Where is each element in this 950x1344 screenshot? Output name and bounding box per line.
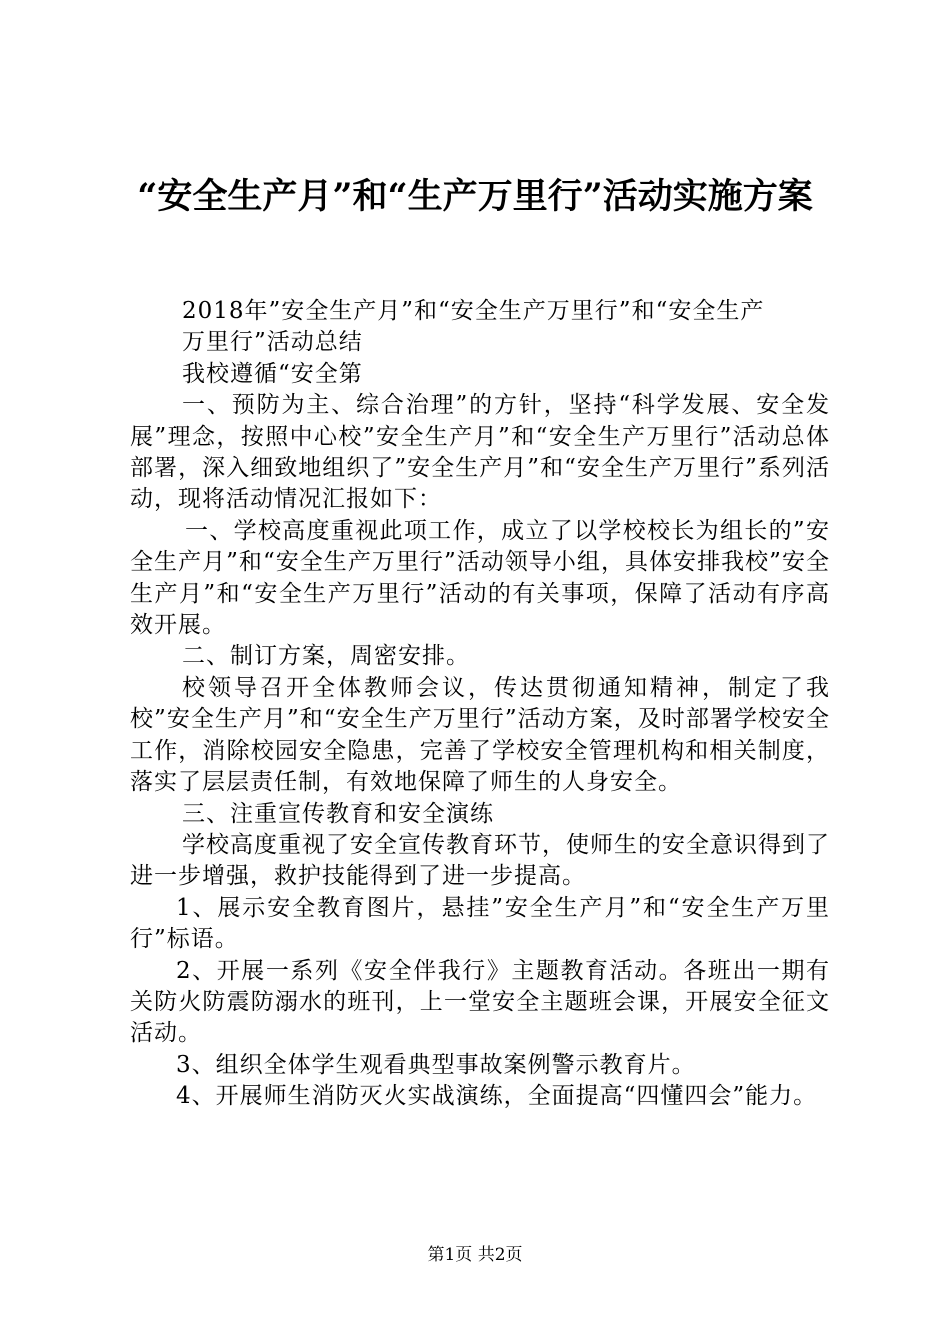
- paragraph: 3、组织全体学生观看典型事故案例警示教育片。: [176, 1051, 696, 1078]
- paragraph: 1、展示安全教育图片，悬挂”安全生产月”和“安全生产万里行”标语。: [130, 894, 830, 953]
- paragraph: 学校高度重视了安全宣传教育环节，使师生的安全意识得到了进一步增强，救护技能得到了进一步提高。: [130, 831, 830, 890]
- page-footer: 第1页 共2页: [427, 1245, 523, 1265]
- paragraph: 4、开展师生消防灭火实战演练，全面提高“四懂四会”能力。: [176, 1083, 818, 1110]
- paragraph: 三、注重宣传教育和安全演练: [182, 800, 494, 827]
- document-title: “安全生产月”和“生产万里行”活动实施方案: [137, 176, 813, 217]
- paragraph: 万里行”活动总结: [182, 329, 363, 356]
- paragraph: 二、制订方案，周密安排。: [182, 643, 470, 670]
- paragraph: 一、学校高度重视此项工作，成立了以学校校长为组长的”安全生产月”和“安全生产万里行”活动领导小组，具体安排我校”安全生产月”和“安全生产万里行”活动的有关事项，保障了活动有序高效开展。: [130, 517, 830, 639]
- document-body: [130, 296, 830, 1113]
- paragraph: 2018年”安全生产月”和“安全生产万里行”和“安全生产: [182, 298, 765, 324]
- paragraph: 校领导召开全体教师会议，传达贯彻通知精神，制定了我校”安全生产月”和“安全生产万里行”活动方案，及时部署学校安全工作，消除校园安全隐患，完善了学校安全管理机构和相关制度，落实了层层责任制，有效地保障了师生的人身安全。: [130, 674, 830, 796]
- paragraph: 一、预防为主、综合治理”的方针，坚持“科学发展、安全发展”理念，按照中心校”安全生产月”和“安全生产万里行”活动总体部署，深入细致地组织了”安全生产月”和“安全生产万里行”系列活动，现将活动情况汇报如下：: [130, 392, 830, 513]
- paragraph: 我校遵循“安全第: [182, 360, 363, 387]
- paragraph: 2、开展一系列《安全伴我行》主题教育活动。各班出一期有关防火防震防溺水的班刊，上一堂安全主题班会课，开展安全征文活动。: [130, 957, 830, 1047]
